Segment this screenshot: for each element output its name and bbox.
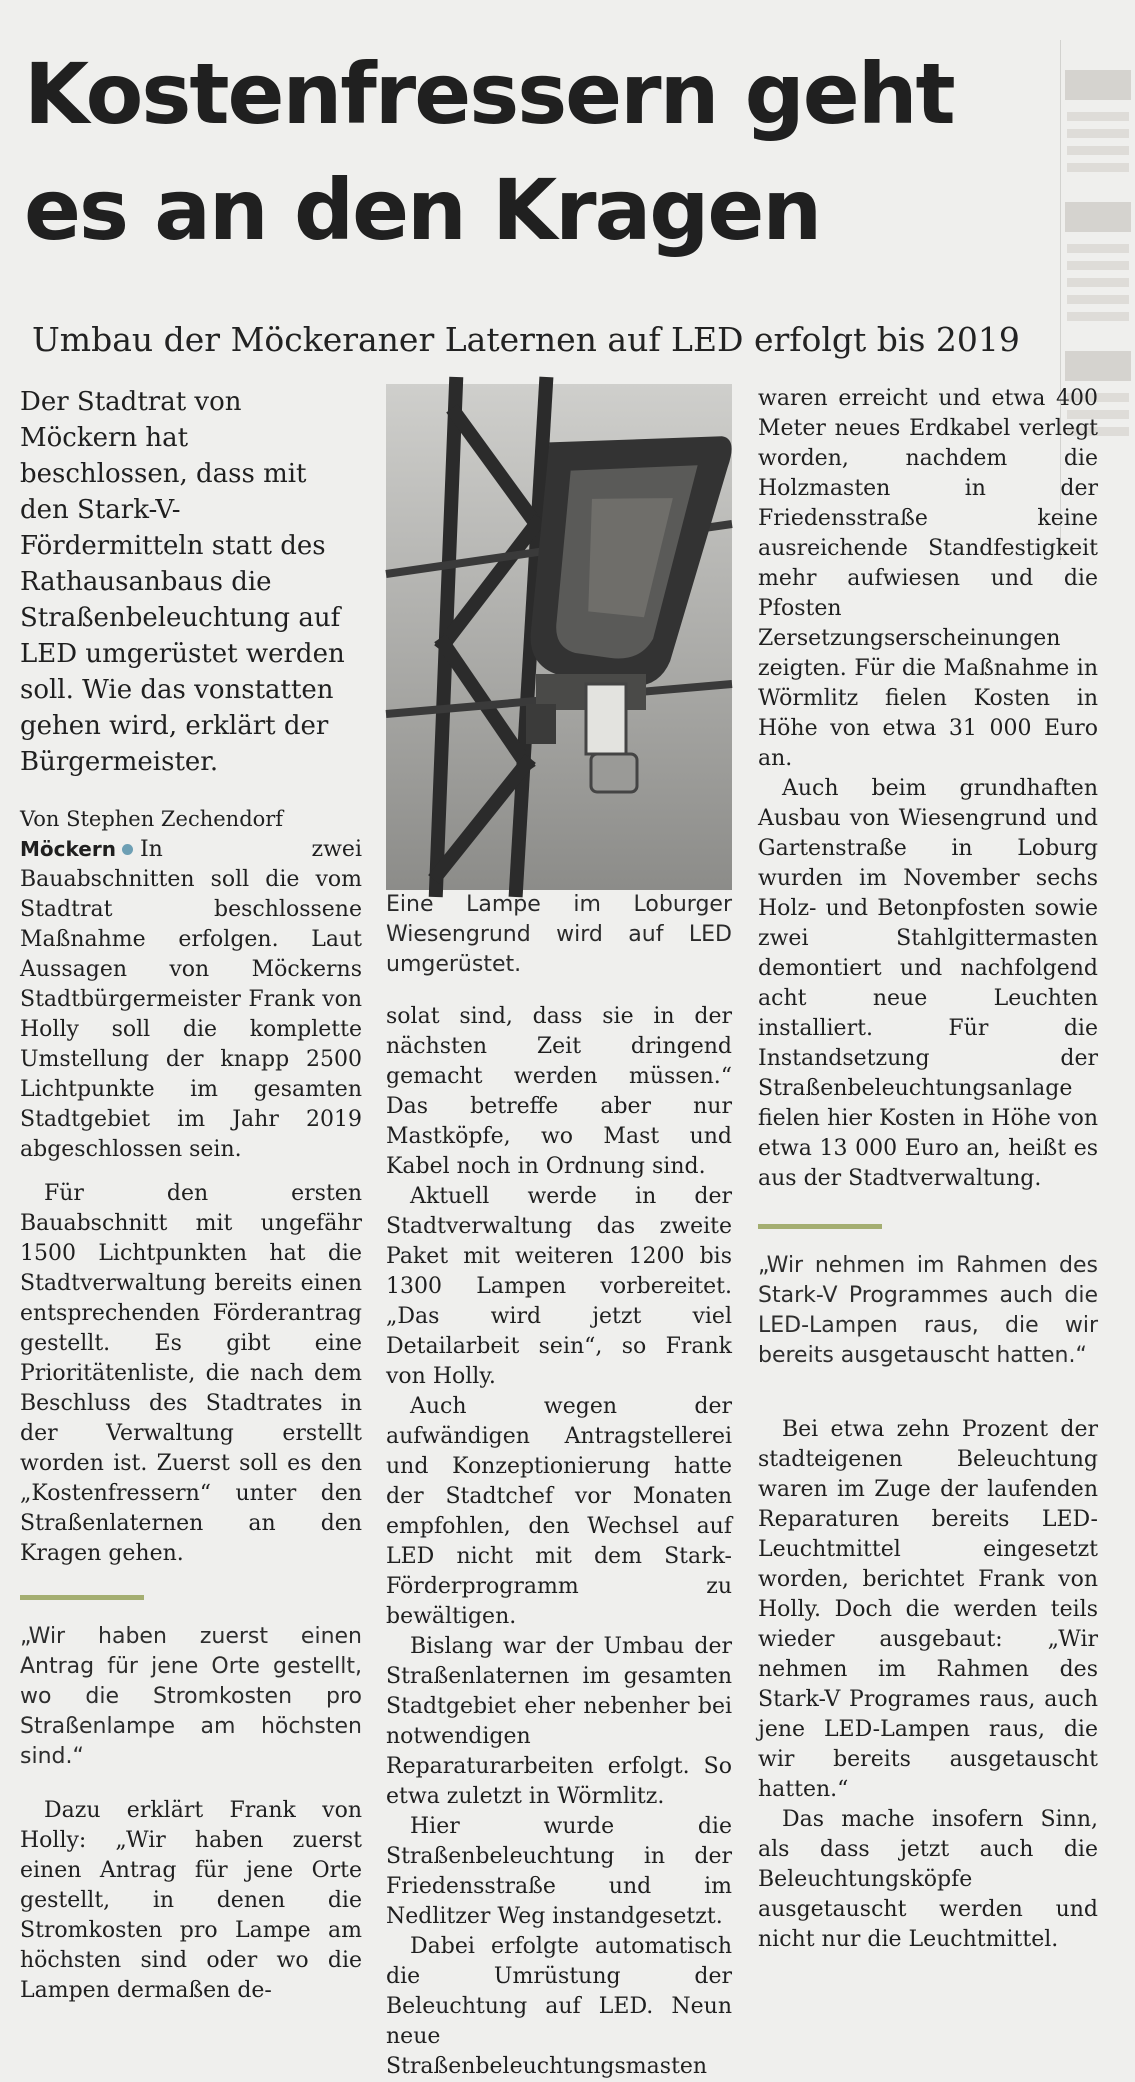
body-paragraph: solat sind, dass sie in der nächsten Zeit dringend gemacht werden müssen.“ Das betreffe aber nur Mastköpfe, wo Mast und Kabel noch in Ordnung sind. [386,1004,732,1179]
pullquote: „Wir nehmen im Rahmen des Stark-V Programmes auch die LED-Lampen raus, die wir bereits ausgetauscht hatten.“ [758,1253,1098,1368]
body-paragraph: Hier wurde die Straßenbeleuchtung in der Friedensstraße und im Nedlitzer Weg instandgesetzt. [386,1814,732,1929]
body-paragraph: Für den ersten Bauabschnitt mit ungefähr 1500 Lichtpunkten hat die Stadtverwaltung bereits einen entsprechenden Förderantrag gestellt. Es gibt eine Prioritätenliste, die nach dem Beschluss des Stadtrates in der Verwaltung erstellt worden ist. Zuerst soll es den „Kostenfressern“ unter den Straßenlaternen an den Kragen gehen. [20,1181,362,1566]
byline: Von Stephen Zechendorf [20,807,284,831]
headline-line-2: es an den Kragen [24,161,821,259]
body-paragraph: Das mache insofern Sinn, als dass jetzt auch die Beleuchtungsköpfe ausgetauscht werden und nicht nur die Leuchtmittel. [758,1807,1098,1952]
headline [24,36,1044,268]
lead-paragraph: Der Stadtrat von Möckern hat beschlossen, dass mit den Stark-V-Fördermitteln statt des Rathausanbaus die Straßenbeleuchtung auf LED umgerüstet werden soll. Wie das vonstatten gehen wird, erklärt der Bürgermeister. [20,387,345,777]
photo-street-lamp [386,384,732,890]
body-paragraph: Aktuell werde in der Stadtverwaltung das zweite Paket mit weiteren 1200 bis 1300 Lampen vorbereitet. „Das wird jetzt viel Detailarbeit sein“, so Frank von Holly. [386,1184,732,1389]
pullquote-rule [758,1224,882,1229]
body-text: In zwei Bauabschnitten soll die vom Stadtrat beschlossene Maßnahme erfolgen. Laut Aussagen von Möckerns Stadtbürgermeister Frank von Holly soll die komplette Umstellung der knapp 2500 Lichtpunkte im gesamten Stadtgebiet im Jahr 2019 abgeschlossen sein. [20,837,362,1162]
dateline-dot-icon [122,844,133,855]
column-2 [386,384,732,2079]
body-paragraph: waren erreicht und etwa 400 Meter neues Erdkabel verlegt worden, nachdem die Holzmasten in der Friedensstraße keine ausreichende Standfestigkeit mehr aufwiesen und die Pfosten Zersetzungserscheinungen zeigten. Für die Maßnahme in Wörmlitz fielen Kosten in Höhe von etwa 31 000 Euro an. [758,386,1098,771]
street-lamp-image [386,384,732,890]
body-paragraph: Auch wegen der aufwändigen Antragstellerei und Konzeptionierung hatte der Stadtchef vor Monaten empfohlen, den Wechsel auf LED nicht mit dem Stark-Förderprogramm zu bewältigen. [386,1394,732,1629]
body-paragraph: Bislang war der Umbau der Straßenlaternen im gesamten Stadtgebiet eher nebenher bei notwendigen Reparaturarbeiten erfolgt. So etwa zuletzt in Wörmlitz. [386,1634,732,1809]
column-3 [758,384,1098,1954]
body-paragraph: Dabei erfolgte automatisch die Umrüstung der Beleuchtung auf LED. Neun neue Straßenbeleuchtungsmasten [386,1934,732,2079]
pullquote: „Wir haben zuerst einen Antrag für jene Orte gestellt, wo die Stromkosten pro Straßenlampe am höchsten sind.“ [20,1624,362,1769]
dateline: Möckern [20,837,116,861]
body-paragraph: Auch beim grundhaften Ausbau von Wiesengrund und Gartenstraße in Loburg wurden im November sechs Holz- und Betonpfosten sowie zwei Stahlgittermasten demontiert und nachfolgend acht neue Leuchten installiert. Für die Instandsetzung der Straßenbeleuchtungsanlage fielen hier Kosten in Höhe von etwa 13 000 Euro an, heißt es aus der Stadtverwaltung. [758,776,1098,1191]
body-paragraph [20,834,362,1165]
pullquote-rule [20,1595,144,1600]
subheadline: Umbau der Möckeraner Laternen auf LED erfolgt bis 2019 [32,320,1020,359]
body-paragraph: Dazu erklärt Frank von Holly: „Wir haben zuerst einen Antrag für jene Orte gestellt, in denen die Stromkosten pro Lampe am höchsten sind oder wo die Lampen dermaßen de- [20,1798,362,2003]
column-1 [20,384,362,2003]
headline-line-1: Kostenfressern geht [24,45,954,143]
photo-caption: Eine Lampe im Loburger Wiesengrund wird auf LED umgerüstet. [386,892,732,977]
body-paragraph: Bei etwa zehn Prozent der stadteigenen Beleuchtung waren im Zuge der laufenden Reparaturen bereits LED-Leuchtmittel eingesetzt worden, berichtet Frank von Holly. Doch die werden teils wieder ausgebaut: „Wir nehmen im Rahmen des Stark-V Programes raus, auch jene LED-Lampen raus, die wir bereits ausgetauscht hatten.“ [758,1417,1098,1802]
